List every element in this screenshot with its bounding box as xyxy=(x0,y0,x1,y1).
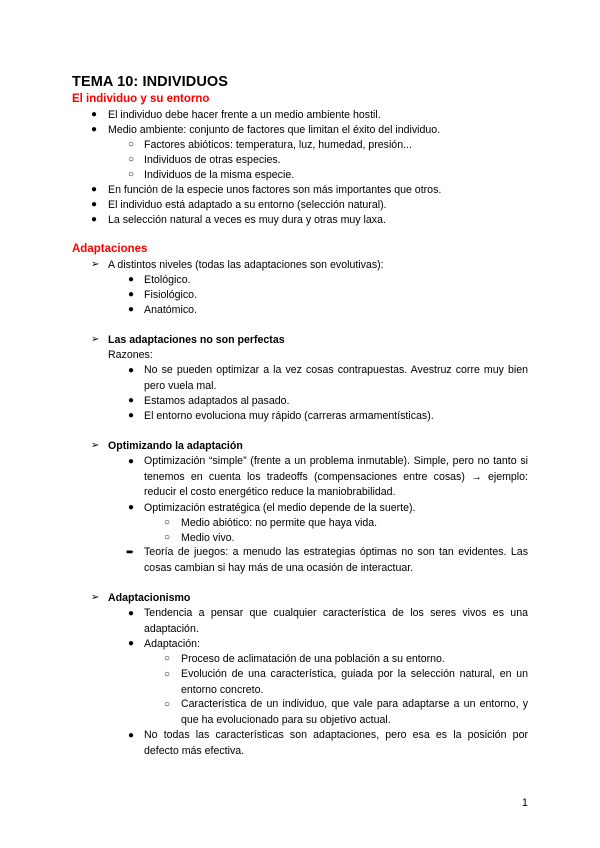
list-subsubitem: Medio abiótico: no permite que haya vida. xyxy=(181,517,378,529)
bullet-circle: ○ xyxy=(128,154,135,165)
list-subsubitem: Evolución de una característica, guiada por la selección natural, en un entorno concreto. xyxy=(181,668,528,696)
bullet-dot: ● xyxy=(128,410,135,421)
list-subitem: Fisiológico. xyxy=(144,289,197,301)
bullet-dot: ● xyxy=(91,109,98,120)
bullet-dot: ● xyxy=(128,289,135,300)
subsection-heading: Adaptacionismo xyxy=(108,592,191,604)
list-item: La selección natural a veces es muy dura y otras muy laxa. xyxy=(108,214,386,226)
list-subitem: Tendencia a pensar que cualquier característica de los seres vivos es una adaptación. xyxy=(144,607,528,635)
bullet-circle: ○ xyxy=(164,517,171,528)
list-subitem: Individuos de la misma especie. xyxy=(144,169,295,181)
bullet-circle: ○ xyxy=(164,699,171,710)
bullet-dot: ● xyxy=(128,608,135,619)
arrow-bullet-icon: ➢ xyxy=(91,334,100,345)
list-subitem: Adaptación: xyxy=(144,638,200,650)
bullet-circle: ○ xyxy=(164,653,171,664)
bullet-dot: ● xyxy=(91,124,98,135)
list-subitem: No se pueden optimizar a la vez cosas contrapuestas. Avestruz corre muy bien pero vuela mal. xyxy=(144,364,528,392)
bullet-dot: ● xyxy=(128,365,135,376)
list-item: El individuo debe hacer frente a un medio ambiente hostil. xyxy=(108,109,381,121)
feather-arrow-icon: ➨ xyxy=(126,547,135,558)
list-subitem: Estamos adaptados al pasado. xyxy=(144,395,290,407)
list-item: El individuo está adaptado a su entorno (selección natural). xyxy=(108,199,387,211)
bullet-dot: ● xyxy=(128,638,135,649)
list-subitem: Optimización “simple” (frente a un problema inmutable). Simple, pero no tanto si tenemos en cuenta los tradeoffs (compensaciones entre cosas) → ejemplo: reducir el costo energético reduce la maniobrabilidad. xyxy=(144,455,528,498)
subsection-heading: Optimizando la adaptación xyxy=(108,440,243,452)
arrow-bullet-icon: ➢ xyxy=(91,259,100,270)
list-subsubitem: Proceso de aclimatación de una población a su entorno. xyxy=(181,653,445,665)
list-item: Medio ambiente: conjunto de factores que limitan el éxito del individuo. xyxy=(108,124,441,136)
section-heading-individuo: El individuo y su entorno xyxy=(72,93,210,105)
subsection-heading: Las adaptaciones no son perfectas xyxy=(108,334,285,346)
bullet-dot: ● xyxy=(128,304,135,315)
arrow-bullet-icon: ➢ xyxy=(91,440,100,451)
page-number: 1 xyxy=(521,797,528,809)
list-subitem: Teoría de juegos: a menudo las estrategias óptimas no son tan evidentes. Las cosas cambian si hay más de una ocasión de interactuar. xyxy=(144,546,528,574)
list-item: A distintos niveles (todas las adaptaciones son evolutivas): xyxy=(108,259,384,271)
bullet-dot: ● xyxy=(91,214,98,225)
bullet-dot: ● xyxy=(91,199,98,210)
bullet-dot: ● xyxy=(128,730,135,741)
bullet-circle: ○ xyxy=(128,169,135,180)
list-subsubitem: Característica de un individuo, que vale para adaptarse a un entorno, y que ha evolucionado para su objetivo actual. xyxy=(181,698,528,726)
bullet-dot: ● xyxy=(128,395,135,406)
section-heading-adaptaciones: Adaptaciones xyxy=(72,243,148,255)
list-subitem: Individuos de otras especies. xyxy=(144,154,281,166)
bullet-circle: ○ xyxy=(128,139,135,150)
bullet-circle: ○ xyxy=(164,532,171,543)
list-subitem: No todas las características son adaptaciones, pero esa es la posición por defecto más efectiva. xyxy=(144,729,528,757)
bullet-dot: ● xyxy=(91,184,98,195)
list-subitem: El entorno evoluciona muy rápido (carreras armamentísticas). xyxy=(144,410,434,422)
list-subitem: Anatómico. xyxy=(144,304,197,316)
list-subsubitem: Medio vivo. xyxy=(181,532,235,544)
bullet-dot: ● xyxy=(128,456,135,467)
list-subitem: Etológico. xyxy=(144,274,191,286)
bullet-dot: ● xyxy=(128,502,135,513)
list-item: En función de la especie unos factores son más importantes que otros. xyxy=(108,184,442,196)
bullet-circle: ○ xyxy=(164,669,171,680)
page-title: TEMA 10: INDIVIDUOS xyxy=(72,74,229,90)
list-subitem: Factores abióticos: temperatura, luz, humedad, presión... xyxy=(144,139,412,151)
arrow-bullet-icon: ➢ xyxy=(91,592,100,603)
list-subitem: Optimización estratégica (el medio depende de la suerte). xyxy=(144,502,416,514)
bullet-dot: ● xyxy=(128,274,135,285)
list-intro: Razones: xyxy=(108,349,153,361)
